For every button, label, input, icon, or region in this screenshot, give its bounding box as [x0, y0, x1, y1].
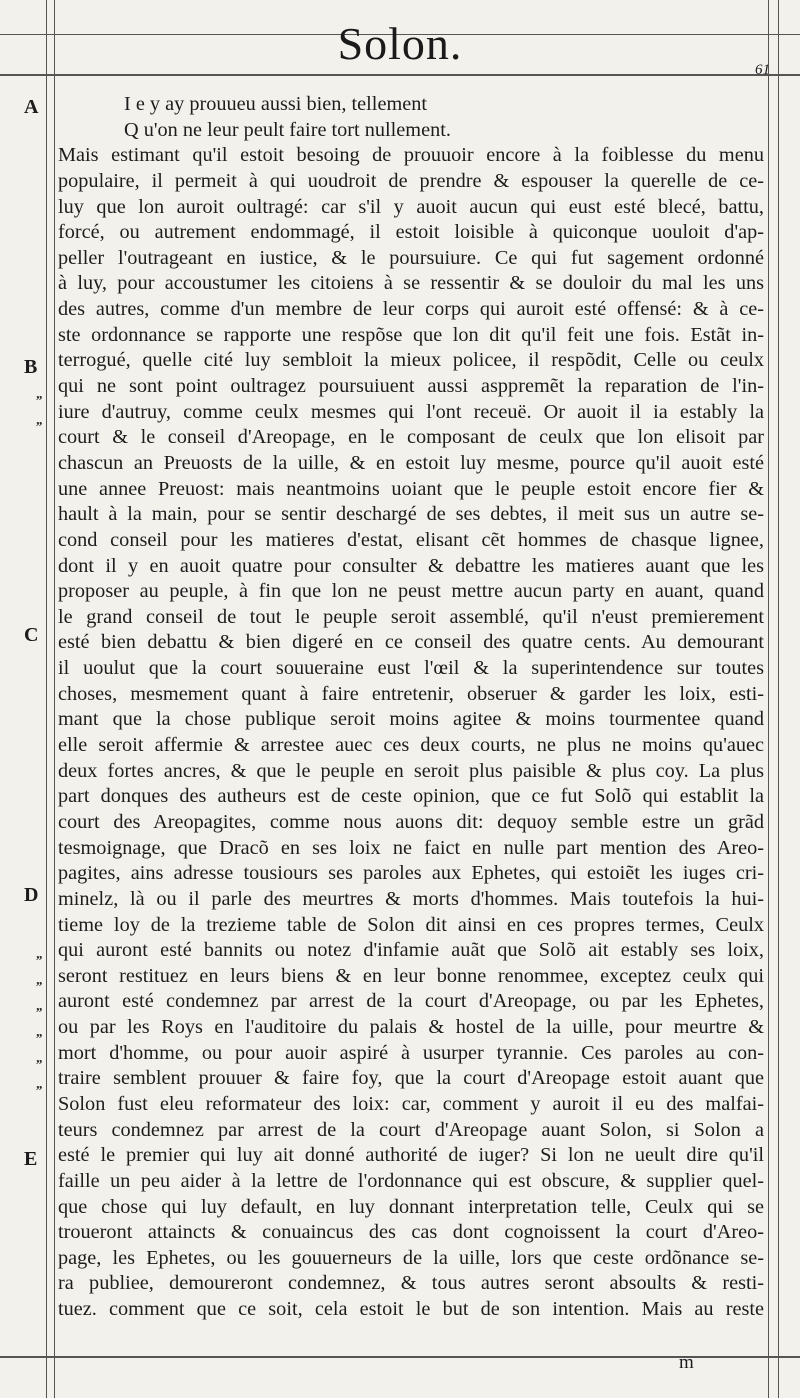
verse-line: Q u'on ne leur peult faire tort nullement. — [124, 118, 451, 141]
text-line: proposer au peuple, à fin que lon ne peust mettre aucun party en auant, quand — [58, 580, 764, 603]
body-text — [58, 92, 764, 1323]
text-line: mant que la chose publique seroit moins agitee & moins tourmentee quand — [58, 708, 764, 731]
folio-number: 61 — [755, 62, 770, 78]
text-line: tieme loy de la trezieme table de Solon dit ainsi en ces propres termes, Ceulx — [58, 913, 764, 936]
text-line: terrogué, quelle cité luy sembloit la mieux policee, il respõdit, Celle ou ceulx — [58, 349, 764, 372]
text-line: il uoulut que la court souueraine eust l'œil & la superintendence sur toutes — [58, 657, 764, 680]
text-line: ra publiee, demoureront condemnez, & tous autres seront absoults & resti- — [58, 1272, 764, 1295]
text-line: minelz, là ou il parle des meurtres & morts d'hommes. Mais toutefois la hui- — [58, 887, 764, 910]
text-line: deux fortes ancres, & que le peuple en seroit plus paisible & plus coy. La plus — [58, 759, 764, 782]
text-line: cond conseil pour les matieres d'estat, elisant cẽt hommes de chasque lignee, — [58, 528, 764, 551]
text-line: faille un peu aider à la lettre de l'ordonnance qui est obscure, & supplier quel- — [58, 1169, 764, 1192]
text-line: esté bien debattu & bien digeré en ce conseil des quatre cents. Au demourant — [58, 631, 764, 654]
margin-letter-d: D — [24, 884, 39, 906]
right-margin-rule-2 — [778, 0, 779, 1398]
text-line: luy que lon auroit oultragé: car s'il y auoit aucun qui eust esté blecé, battu, — [58, 195, 764, 218]
quote-mark: „ — [36, 1076, 43, 1091]
text-line: choses, mesmement quant à faire entretenir, obseruer & garder les loix, esti- — [58, 682, 764, 705]
quote-mark: „ — [36, 998, 43, 1013]
text-line: ou par les Roys en l'auditoire du palais & hostel de la uille, pour meurtre & — [58, 1016, 764, 1039]
text-line: chascun an Preuosts de la uille, & en estoit luy mesme, pource qu'il auoit esté — [58, 451, 764, 474]
verse-line: I e y ay prouueu aussi bien, tellement — [124, 93, 428, 115]
text-line: teurs condemnez par arrest de la court d'Areopage auant Solon, si Solon a — [58, 1118, 764, 1141]
text-line: qui auront esté bannits ou notez d'infamie auãt que Solõ ait estably ses loix, — [58, 939, 764, 962]
text-line: à luy, pour accoustumer les citoiens à se ressentir & se douloir du mal les uns — [58, 272, 764, 295]
text-line: que chose qui luy default, en luy donnant interpretation telle, Ceulx qui se — [58, 1195, 764, 1218]
signature-mark: m — [679, 1352, 694, 1373]
left-margin-rule — [46, 0, 47, 1398]
text-line: troueront attaincts & conuaincus des cas dont cognoissent la court d'Areo- — [58, 1221, 764, 1244]
text-line: ste ordonnance se rapporte une respõse que lon dit qu'il feit une fois. Estãt in- — [58, 323, 764, 346]
page-title: Solon. — [337, 18, 463, 69]
text-line: dont il y en auoit quatre pour consulter & debattre les matieres auant que les — [58, 554, 764, 577]
quote-mark: „ — [36, 1050, 43, 1065]
quote-mark: „ — [36, 1024, 43, 1039]
text-line: tuez. comment que ce soit, cela estoit le but de son intention. Mais au reste — [58, 1298, 764, 1321]
text-line: peller l'outrageant en iustice, & le poursuiure. Ce qui fut sagement ordonné — [58, 246, 764, 269]
running-header — [0, 14, 800, 74]
text-line: qui ne sont point oultragez poursuiuent aussi asppremẽt la reparation de l'in- — [58, 375, 764, 398]
text-line: Mais estimant qu'il estoit besoing de prouuoir encore à la foiblesse du menu — [58, 144, 764, 167]
text-line: court des Areopagites, comme nous auons dit: dequoy semble estre un grãd — [58, 810, 764, 833]
header-rule — [0, 74, 800, 76]
text-line: populaire, il permeit à qui uoudroit de prendre & espouser la querelle de ce- — [58, 169, 764, 192]
left-margin-rule-2 — [54, 0, 55, 1398]
quote-mark: „ — [36, 386, 43, 401]
text-line: esté le premier qui luy ait donné authorité de iuger? Si lon ne ueult dire qu'il — [58, 1144, 764, 1167]
text-line: court & le conseil d'Areopage, en le composant de ceulx que lon elisoit par — [58, 426, 764, 449]
text-line: Solon fust eleu reformateur des loix: car, comment y auroit il eu des malfai- — [58, 1092, 764, 1115]
quote-mark: „ — [36, 946, 43, 961]
quote-mark: „ — [36, 972, 43, 987]
text-line: pagites, ains adresse tousiours ses paroles aux Ephetes, qui estoiẽt les iuges cri- — [58, 862, 764, 885]
right-margin-rule — [768, 0, 769, 1398]
text-line: traire semblent prouuer & faire foy, que la court d'Areopage estoit auant que — [58, 1067, 764, 1090]
margin-letter-e: E — [24, 1148, 38, 1170]
text-line: tesmoignage, que Dracõ en ses loix ne faict en nulle part mention des Areo- — [58, 836, 764, 859]
text-line: part donques des autheurs est de ceste opinion, que ce fut Solõ qui establit la — [58, 785, 764, 808]
text-line: une annee Preuost: mais neantmoins uoiant que le peuple estoit encore fier & — [58, 477, 764, 500]
text-line: page, les Ephetes, ou les gouuerneurs de la uille, lors que ceste ordõnance se- — [58, 1246, 764, 1269]
text-line: auront esté condemnez par arrest de la court d'Areopage, ou par les Ephetes, — [58, 990, 764, 1013]
text-line: mort d'homme, ou pour auoir aspiré à usurper tyrannie. Ces paroles au con- — [58, 1041, 764, 1064]
text-line: seront restituez en leurs biens & en leur bonne renommee, exceptez ceulx qui — [58, 964, 764, 987]
text-line: forcé, ou autrement endommagé, il estoit loisible à quiconque uouloit d'ap- — [58, 221, 764, 244]
text-line: le grand conseil de tout le peuple seroit assemblé, qu'il n'eust premierement — [58, 605, 764, 628]
text-line: des autres, comme d'un membre de leur corps qui auroit esté offensé: & à ce- — [58, 298, 764, 321]
text-line: hault à la main, pour se sentir deschargé de ses debtes, il meit sus un autre se- — [58, 503, 764, 526]
margin-letter-b: B — [24, 356, 38, 378]
text-line: iure d'autruy, comme ceulx mesmes qui l'ont receuë. Or auoit il ia estably la — [58, 400, 764, 423]
quote-mark: „ — [36, 412, 43, 427]
margin-letter-a: A — [24, 96, 39, 118]
margin-letter-c: C — [24, 624, 39, 646]
text-line: elle seroit affermie & arrestee auec ces deux courts, ne plus ne moins qu'auec — [58, 734, 764, 757]
